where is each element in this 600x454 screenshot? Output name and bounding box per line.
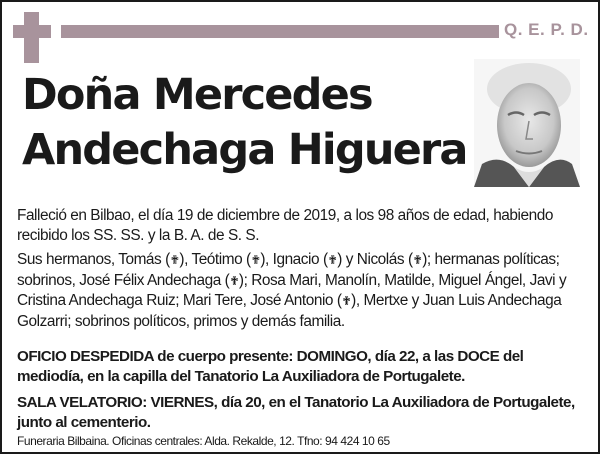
portrait-photo <box>474 59 580 187</box>
qepd-label: Q. E. P. D. <box>504 20 589 39</box>
death-notice: Falleció en Bilbao, el día 19 de diciembre de 2019, a los 98 años de edad, habiendo recibido los SS. SS. y la B. A. de S. S. <box>17 207 553 244</box>
name-line-2: Andechaga Higuera <box>22 125 467 175</box>
funeral-service-info: OFICIO DESPEDIDA de cuerpo presente: DOMINGO, día 22, a las DOCE del mediodía, en la capilla del Tanatorio La Auxiliadora de Portugalete. <box>17 348 524 385</box>
header-bar <box>61 25 499 38</box>
cross-icon: ✟ <box>169 253 180 268</box>
cross-icon: ✟ <box>250 253 261 268</box>
name-line-1: Doña Mercedes <box>22 70 372 120</box>
cross-icon: ✟ <box>327 253 338 268</box>
funeral-home-footer: Funeraria Bilbaina. Oficinas centrales: Alda. Rekalde, 12. Tfno: 94 424 10 65 <box>17 434 390 448</box>
wake-room-info: SALA VELATORIO: VIERNES, día 20, en el Tanatorio La Auxiliadora de Portugalete, junto al cementerio. <box>17 394 575 431</box>
family-list: Sus hermanos, Tomás (✟), Teótimo (✟), Ignacio (✟) y Nicolás (✟); hermanas políticas; sobrinos, José Félix Andechaga (✟); Rosa Mari, Manolín, Matilde, Miguel Ángel, Javi y Cristina Andechaga Ruiz; Mari Tere, José Antonio (✟), Mertxe y Juan Luis Andechaga Golzarri; sobrinos políticos, primos y demás familia. <box>17 251 567 330</box>
deceased-name <box>22 68 467 178</box>
portrait-image <box>474 59 580 187</box>
cross-icon-horizontal <box>13 25 51 38</box>
cross-icon: ✟ <box>412 253 423 268</box>
cross-icon: ✟ <box>229 273 239 288</box>
obituary-body <box>17 206 592 337</box>
cross-icon: ✟ <box>341 294 352 309</box>
